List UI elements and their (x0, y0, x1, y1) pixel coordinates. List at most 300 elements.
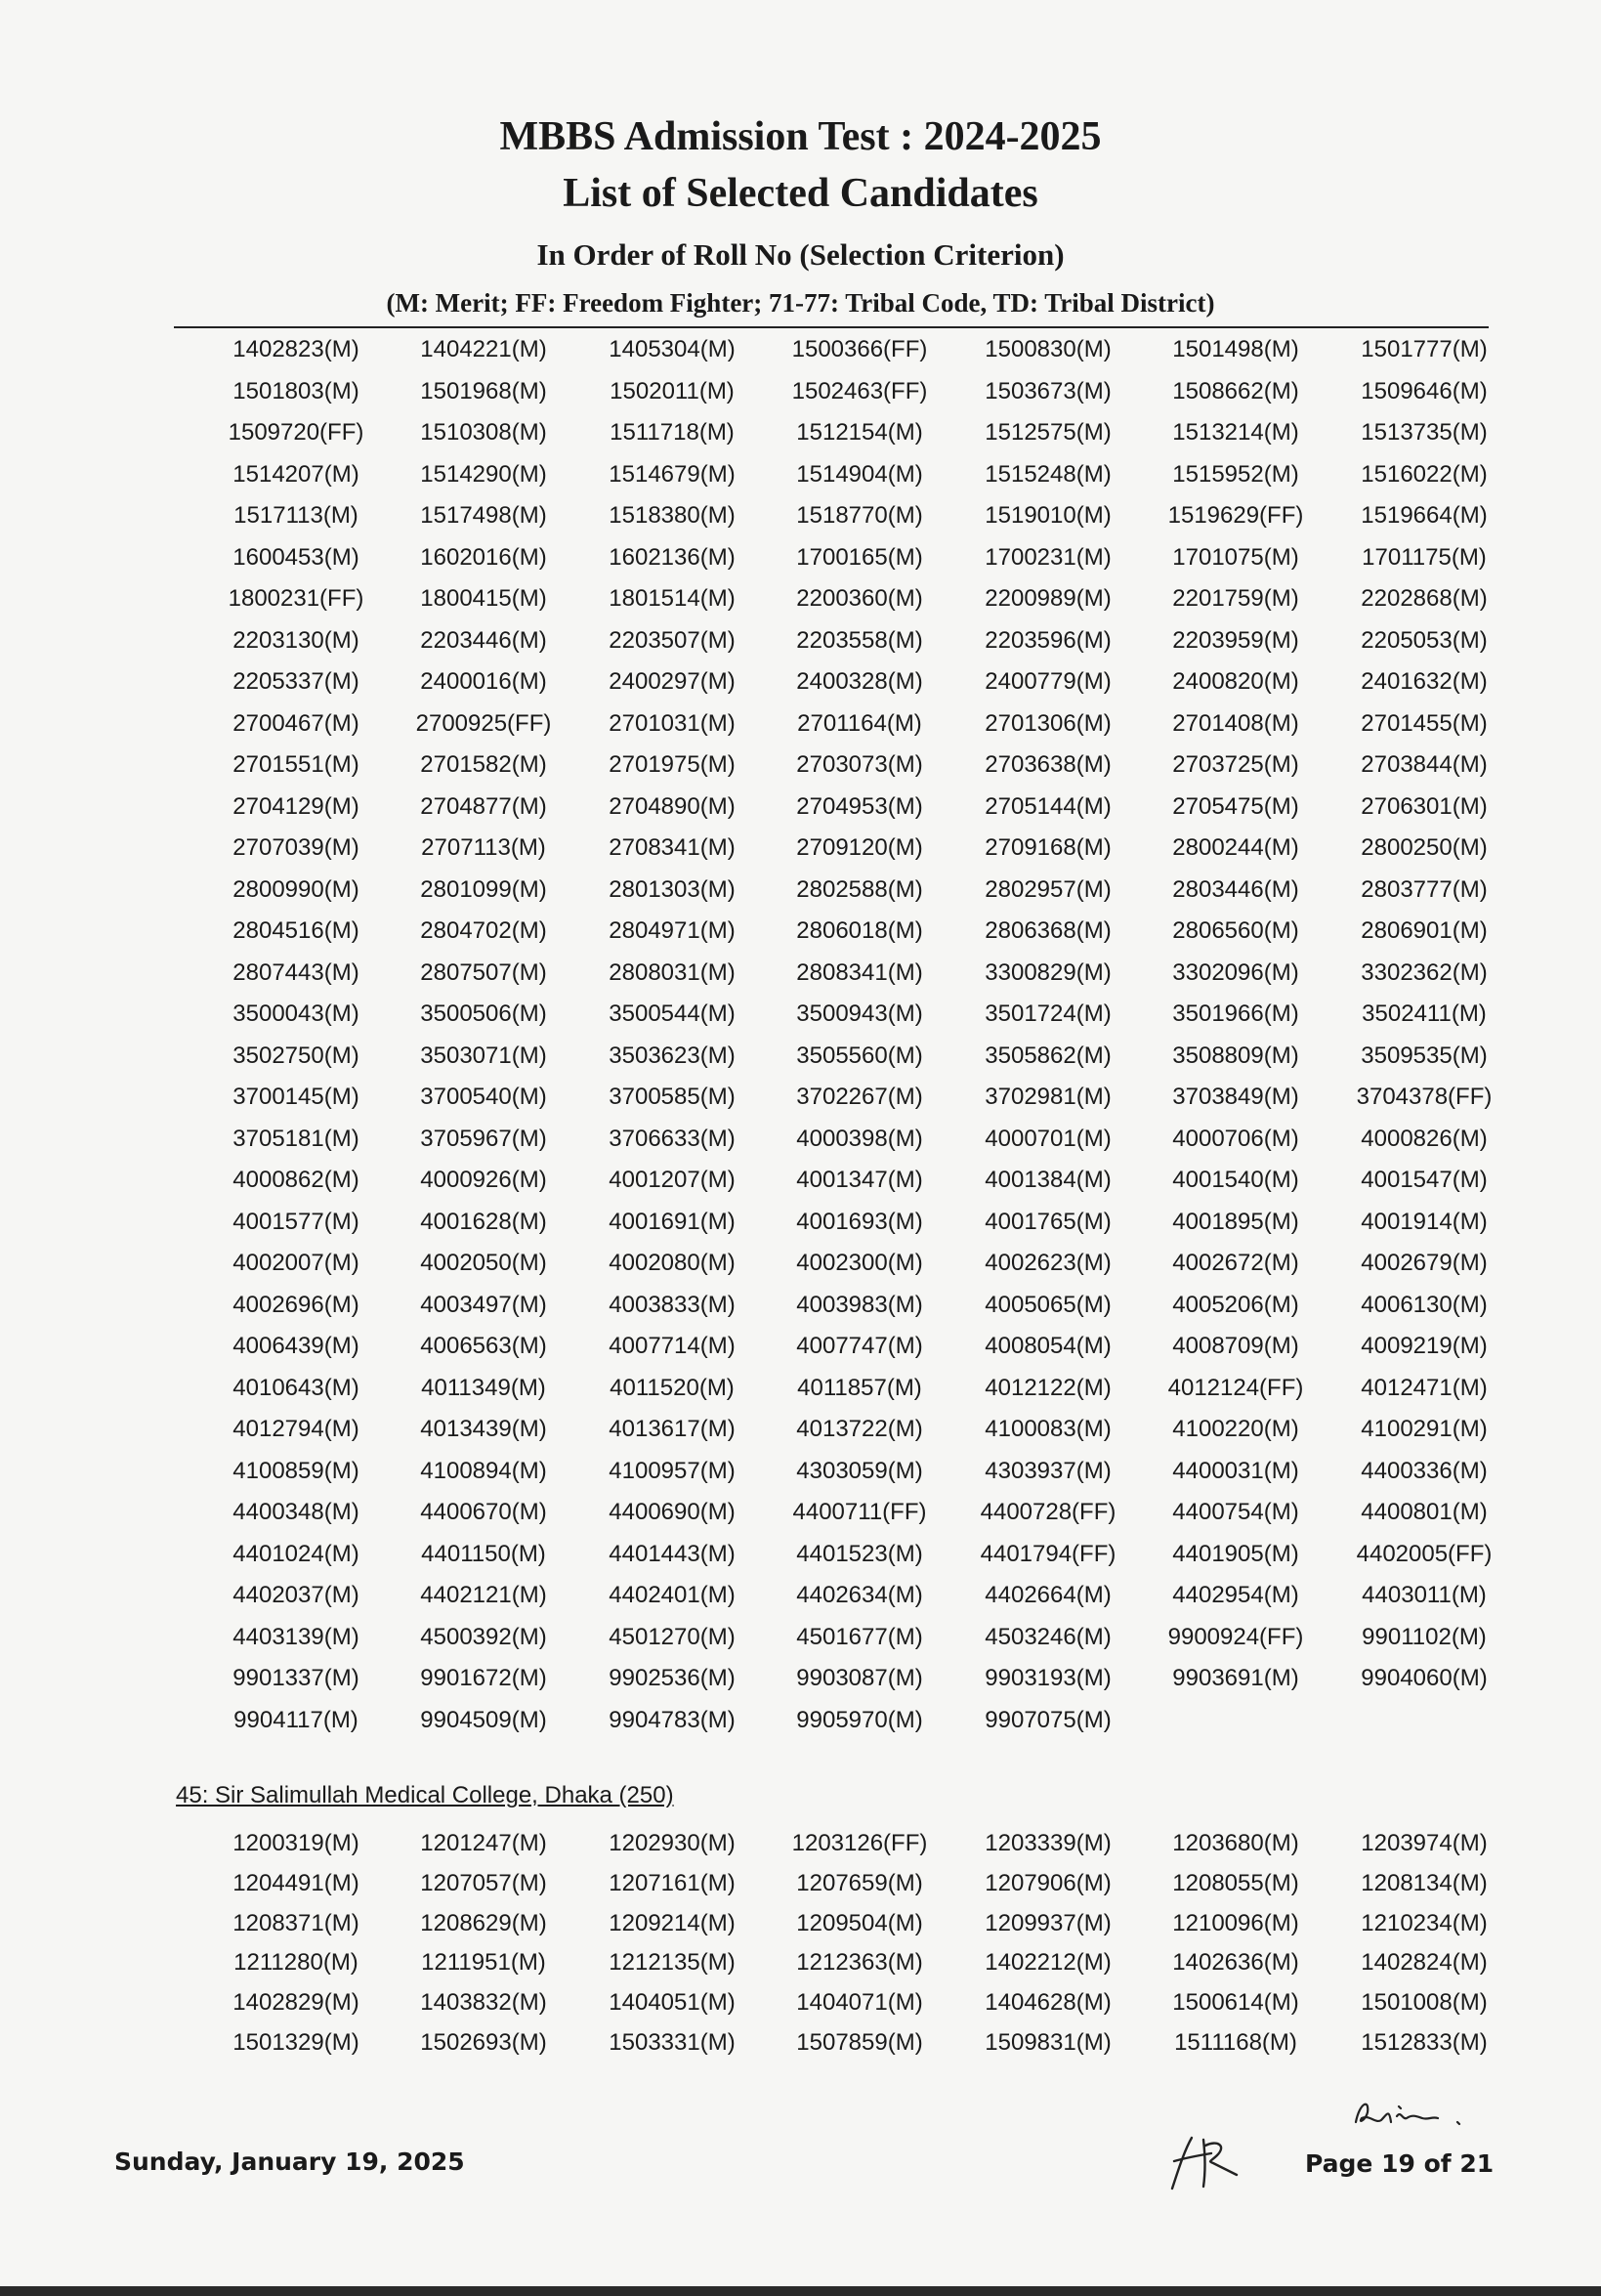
roll-number: 3500943(M) (796, 1000, 923, 1027)
roll-number: 4100894(M) (420, 1457, 547, 1484)
roll-number: 2804516(M) (232, 917, 359, 944)
roll-number: 2400779(M) (985, 668, 1112, 695)
roll-number: 4401150(M) (421, 1540, 546, 1567)
roll-number: 4501677(M) (796, 1623, 923, 1650)
roll-number: 1509646(M) (1361, 377, 1488, 404)
roll-number: 2202868(M) (1361, 585, 1488, 612)
roll-number: 2400297(M) (609, 668, 736, 695)
roll-number: 4400754(M) (1172, 1499, 1299, 1525)
roll-number: 1701075(M) (1172, 543, 1299, 571)
roll-number: 2203507(M) (609, 626, 736, 654)
roll-number: 1513735(M) (1361, 419, 1488, 446)
roll-number: 4001628(M) (420, 1208, 547, 1235)
roll-number: 9904509(M) (420, 1706, 547, 1733)
roll-number: 4001914(M) (1361, 1208, 1488, 1235)
roll-number: 2807443(M) (232, 958, 359, 986)
roll-number: 9905970(M) (796, 1706, 923, 1733)
roll-number: 1519010(M) (985, 502, 1112, 529)
roll-number: 3508809(M) (1172, 1042, 1299, 1069)
roll-number: 4002679(M) (1361, 1250, 1488, 1276)
roll-number: 3300829(M) (985, 958, 1112, 986)
roll-number: 1501777(M) (1361, 336, 1488, 362)
roll-number: 2806560(M) (1172, 917, 1299, 944)
roll-number: 3505560(M) (796, 1042, 923, 1069)
roll-number: 2704129(M) (232, 792, 359, 820)
roll-number: 3503623(M) (609, 1042, 736, 1069)
roll-number: 1208134(M) (1361, 1869, 1488, 1896)
roll-number: 1515952(M) (1172, 460, 1299, 488)
roll-number: 4401024(M) (232, 1540, 359, 1567)
table-row (0, 1830, 1601, 1869)
roll-number: 1203680(M) (1172, 1830, 1299, 1856)
roll-number: 1501968(M) (420, 377, 547, 404)
roll-number: 2804971(M) (609, 917, 736, 944)
roll-number: 1405304(M) (609, 336, 736, 362)
roll-number: 4002623(M) (985, 1250, 1112, 1276)
roll-number: 1212363(M) (796, 1949, 923, 1977)
table-row (0, 1167, 1601, 1206)
roll-number: 4007747(M) (796, 1333, 923, 1359)
roll-number: 1514904(M) (796, 460, 923, 488)
roll-number: 1500830(M) (985, 336, 1112, 362)
roll-number: 2201759(M) (1172, 585, 1299, 612)
table-row (0, 544, 1601, 583)
college-heading: 45: Sir Salimullah Medical College, Dhaka (250) (176, 1782, 674, 1808)
table-row (0, 1416, 1601, 1455)
roll-number: 3509535(M) (1361, 1042, 1488, 1069)
table-row (0, 627, 1601, 666)
roll-number: 4402037(M) (232, 1582, 359, 1608)
roll-number: 4011520(M) (610, 1374, 735, 1401)
roll-number: 2203959(M) (1172, 626, 1299, 654)
roll-number: 4402401(M) (609, 1582, 736, 1608)
roll-number: 9907075(M) (985, 1706, 1112, 1733)
roll-number: 1203126(FF) (791, 1830, 928, 1856)
roll-number: 4100220(M) (1172, 1416, 1299, 1442)
roll-number: 1210096(M) (1172, 1909, 1299, 1936)
roll-number: 1800415(M) (420, 585, 547, 612)
roll-number: 1403832(M) (420, 1989, 547, 2017)
roll-number: 9902536(M) (609, 1665, 736, 1691)
roll-number: 2205337(M) (232, 668, 359, 695)
roll-number: 1210234(M) (1361, 1909, 1488, 1936)
table-row (0, 1042, 1601, 1082)
roll-number: 1207057(M) (420, 1869, 547, 1896)
roll-number: 2807507(M) (420, 958, 547, 986)
roll-number: 4400801(M) (1361, 1499, 1488, 1525)
table-row (0, 917, 1601, 957)
roll-number: 1209937(M) (985, 1909, 1112, 1936)
roll-number: 1503331(M) (609, 2029, 736, 2056)
table-row (0, 710, 1601, 749)
roll-number: 1514679(M) (609, 460, 736, 488)
roll-number: 2801099(M) (420, 875, 547, 903)
roll-number: 2701031(M) (609, 709, 736, 737)
roll-number: 4100957(M) (609, 1457, 736, 1484)
roll-number: 4000862(M) (232, 1167, 359, 1193)
roll-number: 4000706(M) (1172, 1125, 1299, 1152)
roll-number: 3705967(M) (420, 1125, 547, 1152)
header-divider (174, 326, 1489, 328)
roll-number: 1501329(M) (232, 2029, 359, 2056)
roll-number: 2200360(M) (796, 585, 923, 612)
table-row (0, 585, 1601, 624)
roll-number: 4005065(M) (985, 1291, 1112, 1318)
roll-number: 4002050(M) (420, 1250, 547, 1276)
roll-number: 4000826(M) (1361, 1125, 1488, 1152)
roll-number: 2203130(M) (232, 626, 359, 654)
roll-number: 1207906(M) (985, 1869, 1112, 1896)
roll-number: 4006563(M) (420, 1333, 547, 1359)
roll-number: 1501803(M) (232, 377, 359, 404)
table-row (0, 1989, 1601, 2028)
roll-number: 2802588(M) (796, 875, 923, 903)
roll-number: 4303059(M) (796, 1457, 923, 1484)
roll-number: 4000701(M) (985, 1125, 1112, 1152)
roll-number: 2203596(M) (985, 626, 1112, 654)
roll-number: 2803777(M) (1361, 875, 1488, 903)
roll-number: 2708341(M) (609, 834, 736, 861)
roll-number: 1208629(M) (420, 1909, 547, 1936)
roll-number: 1211280(M) (233, 1949, 358, 1977)
roll-number: 2704877(M) (420, 792, 547, 820)
roll-number: 1700231(M) (985, 543, 1112, 571)
roll-number: 3302362(M) (1361, 958, 1488, 986)
roll-number: 1701175(M) (1362, 543, 1487, 571)
roll-number: 1208371(M) (232, 1909, 359, 1936)
initials-signature (1153, 2128, 1260, 2196)
roll-number: 1501008(M) (1361, 1989, 1488, 2017)
roll-number: 3700585(M) (609, 1084, 736, 1110)
roll-number: 2700925(FF) (415, 709, 552, 737)
roll-number: 1509831(M) (985, 2029, 1112, 2056)
roll-number: 4001765(M) (985, 1208, 1112, 1235)
roll-number: 4001384(M) (985, 1167, 1112, 1193)
table-row (0, 1333, 1601, 1372)
roll-number: 4012122(M) (985, 1374, 1112, 1401)
table-row (0, 1910, 1601, 1949)
roll-number: 9903193(M) (985, 1665, 1112, 1691)
roll-number: 3706633(M) (609, 1125, 736, 1152)
table-row (0, 1541, 1601, 1580)
table-row (0, 1126, 1601, 1165)
roll-number: 4402005(FF) (1356, 1540, 1493, 1567)
roll-number: 2806901(M) (1361, 917, 1488, 944)
roll-number: 2709168(M) (985, 834, 1112, 861)
roll-number: 9904060(M) (1361, 1665, 1488, 1691)
table-row (0, 834, 1601, 873)
roll-number: 3702267(M) (796, 1084, 923, 1110)
roll-number: 1209504(M) (796, 1909, 923, 1936)
roll-number: 2701455(M) (1361, 709, 1488, 737)
roll-number: 4401794(FF) (980, 1540, 1116, 1567)
roll-number: 1509720(FF) (228, 419, 364, 446)
roll-number: 4010643(M) (232, 1374, 359, 1401)
roll-number: 2707039(M) (232, 834, 359, 861)
roll-number: 4400348(M) (232, 1499, 359, 1525)
roll-number: 3505862(M) (985, 1042, 1112, 1069)
table-row (0, 1458, 1601, 1497)
table-row (0, 2029, 1601, 2068)
roll-number: 9901672(M) (420, 1665, 547, 1691)
roll-number: 1602016(M) (420, 543, 547, 571)
table-row (0, 461, 1601, 500)
table-row (0, 1949, 1601, 1988)
roll-number: 4000926(M) (420, 1167, 547, 1193)
roll-number: 1212135(M) (609, 1949, 736, 1977)
table-row (0, 1582, 1601, 1621)
roll-number: 4002672(M) (1172, 1250, 1299, 1276)
table-row (0, 876, 1601, 915)
roll-number: 2704953(M) (796, 792, 923, 820)
roll-number: 4100083(M) (985, 1416, 1112, 1442)
roll-number: 1518380(M) (609, 502, 736, 529)
roll-number: 1517113(M) (233, 502, 358, 529)
roll-number: 2401632(M) (1361, 668, 1488, 695)
table-row (0, 959, 1601, 999)
roll-number: 3500544(M) (609, 1000, 736, 1027)
roll-number: 1200319(M) (232, 1830, 359, 1856)
roll-number: 9900924(FF) (1167, 1623, 1304, 1650)
roll-number: 2701975(M) (609, 751, 736, 778)
roll-number: 4401905(M) (1172, 1540, 1299, 1567)
roll-number: 3704378(FF) (1356, 1084, 1493, 1110)
table-row (0, 1665, 1601, 1704)
document-subtitle: List of Selected Candidates (563, 171, 1038, 216)
roll-number: 4503246(M) (985, 1623, 1112, 1650)
roll-number: 1402823(M) (232, 336, 359, 362)
roll-number: 1402829(M) (232, 1989, 359, 2017)
table-row (0, 1000, 1601, 1040)
roll-number: 4402634(M) (796, 1582, 923, 1608)
roll-number: 4100859(M) (232, 1457, 359, 1484)
roll-number: 2808031(M) (609, 958, 736, 986)
roll-number: 1404628(M) (985, 1989, 1112, 2017)
roll-number: 4402954(M) (1172, 1582, 1299, 1608)
roll-number: 4003833(M) (609, 1291, 736, 1318)
roll-number: 1514207(M) (232, 460, 359, 488)
roll-number: 1518770(M) (796, 502, 923, 529)
roll-number: 1202930(M) (609, 1830, 736, 1856)
roll-number: 1700165(M) (796, 543, 923, 571)
document-title: MBBS Admission Test : 2024-2025 (499, 114, 1102, 159)
roll-number: 3500506(M) (420, 1000, 547, 1027)
roll-number: 2400016(M) (420, 668, 547, 695)
table-row (0, 793, 1601, 832)
roll-number: 1514290(M) (420, 460, 547, 488)
roll-number: 2701306(M) (985, 709, 1112, 737)
roll-number: 4002300(M) (796, 1250, 923, 1276)
roll-number: 4009219(M) (1361, 1333, 1488, 1359)
roll-number: 2804702(M) (420, 917, 547, 944)
roll-number: 1510308(M) (420, 419, 547, 446)
roll-number: 1503673(M) (985, 377, 1112, 404)
table-row (0, 1624, 1601, 1663)
roll-number: 2703844(M) (1361, 751, 1488, 778)
roll-number: 4400031(M) (1172, 1457, 1299, 1484)
roll-number: 1204491(M) (232, 1869, 359, 1896)
roll-number: 1207161(M) (609, 1869, 736, 1896)
table-row (0, 1375, 1601, 1414)
roll-number: 3501966(M) (1172, 1000, 1299, 1027)
roll-number: 1507859(M) (796, 2029, 923, 2056)
roll-number: 1515248(M) (985, 460, 1112, 488)
signature-mark (1348, 2089, 1485, 2138)
roll-number: 4402121(M) (420, 1582, 547, 1608)
roll-number: 3700145(M) (232, 1084, 359, 1110)
roll-number: 4001691(M) (609, 1208, 736, 1235)
table-row (0, 1250, 1601, 1289)
roll-number: 4001577(M) (232, 1208, 359, 1235)
roll-number: 9904783(M) (609, 1706, 736, 1733)
roll-number: 2800244(M) (1172, 834, 1299, 861)
roll-number: 1404221(M) (420, 336, 547, 362)
table-row (0, 1870, 1601, 1909)
roll-number: 4401443(M) (609, 1540, 736, 1567)
roll-number: 4403139(M) (232, 1623, 359, 1650)
roll-number: 4500392(M) (420, 1623, 547, 1650)
roll-number: 4007714(M) (609, 1333, 736, 1359)
roll-number: 2704890(M) (609, 792, 736, 820)
roll-number: 2400328(M) (796, 668, 923, 695)
table-row (0, 751, 1601, 790)
roll-number: 1502011(M) (610, 377, 735, 404)
roll-number: 4303937(M) (985, 1457, 1112, 1484)
roll-number: 2800250(M) (1361, 834, 1488, 861)
roll-number: 2806368(M) (985, 917, 1112, 944)
roll-number: 2701164(M) (797, 709, 922, 737)
footer-date: Sunday, January 19, 2025 (114, 2147, 465, 2176)
roll-number: 4403011(M) (1362, 1582, 1487, 1608)
roll-number: 2803446(M) (1172, 875, 1299, 903)
roll-number: 4002080(M) (609, 1250, 736, 1276)
roll-number: 4002696(M) (232, 1291, 359, 1318)
roll-number: 1500614(M) (1172, 1989, 1299, 2017)
roll-number: 9904117(M) (233, 1706, 358, 1733)
roll-number: 3502750(M) (232, 1042, 359, 1069)
roll-number: 1502463(FF) (791, 377, 928, 404)
roll-number: 2706301(M) (1361, 792, 1488, 820)
roll-number: 2701582(M) (420, 751, 547, 778)
roll-number: 3700540(M) (420, 1084, 547, 1110)
roll-number: 2703725(M) (1172, 751, 1299, 778)
roll-number: 4013439(M) (420, 1416, 547, 1442)
roll-number: 1402824(M) (1361, 1949, 1488, 1977)
roll-number: 1516022(M) (1361, 460, 1488, 488)
roll-number: 4001347(M) (796, 1167, 923, 1193)
table-row (0, 378, 1601, 417)
roll-number: 4012471(M) (1361, 1374, 1488, 1401)
roll-number: 1511718(M) (610, 419, 735, 446)
roll-number: 2701408(M) (1172, 709, 1299, 737)
roll-number: 1208055(M) (1172, 1869, 1299, 1896)
page-number: Page 19 of 21 (1305, 2149, 1495, 2178)
roll-number: 1201247(M) (420, 1830, 547, 1856)
roll-number: 4002007(M) (232, 1250, 359, 1276)
roll-number: 3501724(M) (985, 1000, 1112, 1027)
roll-number: 4401523(M) (796, 1540, 923, 1567)
roll-number: 1801514(M) (609, 585, 736, 612)
table-row (0, 1292, 1601, 1331)
roll-number: 2709120(M) (796, 834, 923, 861)
table-row (0, 502, 1601, 541)
roll-number: 4001540(M) (1172, 1167, 1299, 1193)
table-row (0, 1209, 1601, 1248)
roll-number: 1519664(M) (1361, 502, 1488, 529)
roll-number: 1501498(M) (1172, 336, 1299, 362)
roll-number: 1402636(M) (1172, 1949, 1299, 1977)
roll-number: 2800990(M) (232, 875, 359, 903)
roll-number: 1404071(M) (796, 1989, 923, 2017)
roll-number: 3302096(M) (1172, 958, 1299, 986)
order-criterion: In Order of Roll No (Selection Criterion) (536, 237, 1065, 272)
roll-number: 1800231(FF) (228, 585, 364, 612)
roll-number: 4013617(M) (609, 1416, 736, 1442)
roll-number: 4001895(M) (1172, 1208, 1299, 1235)
quota-legend: (M: Merit; FF: Freedom Fighter; 71-77: Tribal Code, TD: Tribal District) (386, 288, 1215, 318)
roll-number: 2200989(M) (985, 585, 1112, 612)
table-row (0, 336, 1601, 375)
roll-number: 3503071(M) (420, 1042, 547, 1069)
roll-number: 2703638(M) (985, 751, 1112, 778)
roll-number: 4001693(M) (796, 1208, 923, 1235)
roll-number: 1211951(M) (421, 1949, 546, 1977)
roll-number: 4011857(M) (797, 1374, 922, 1401)
roll-number: 1402212(M) (985, 1949, 1112, 1977)
roll-number: 1600453(M) (232, 543, 359, 571)
roll-number: 4400336(M) (1361, 1457, 1488, 1484)
table-row (0, 1084, 1601, 1123)
roll-number: 2802957(M) (985, 875, 1112, 903)
roll-number: 2701551(M) (232, 751, 359, 778)
roll-number: 4012794(M) (232, 1416, 359, 1442)
roll-number: 1203974(M) (1361, 1830, 1488, 1856)
roll-number: 1602136(M) (609, 543, 736, 571)
roll-number: 1512575(M) (985, 419, 1112, 446)
roll-number: 2808341(M) (796, 958, 923, 986)
roll-number: 4001547(M) (1361, 1167, 1488, 1193)
roll-number: 1517498(M) (420, 502, 547, 529)
scan-edge (0, 2286, 1601, 2296)
roll-number: 1404051(M) (609, 1989, 736, 2017)
roll-number: 4012124(FF) (1167, 1374, 1304, 1401)
roll-number: 4008709(M) (1172, 1333, 1299, 1359)
table-row (0, 1499, 1601, 1538)
roll-number: 1203339(M) (985, 1830, 1112, 1856)
roll-number: 3502411(M) (1362, 1000, 1487, 1027)
roll-number: 2203446(M) (420, 626, 547, 654)
roll-number: 2705144(M) (985, 792, 1112, 820)
roll-number: 4501270(M) (609, 1623, 736, 1650)
roll-number: 2707113(M) (421, 834, 546, 861)
roll-number: 2400820(M) (1172, 668, 1299, 695)
roll-number: 2703073(M) (796, 751, 923, 778)
roll-number: 1511168(M) (1174, 2029, 1297, 2056)
roll-number: 2705475(M) (1172, 792, 1299, 820)
roll-number: 3705181(M) (232, 1125, 359, 1152)
roll-number: 4008054(M) (985, 1333, 1112, 1359)
roll-number: 4400728(FF) (980, 1499, 1116, 1525)
roll-number: 2205053(M) (1361, 626, 1488, 654)
table-row (0, 419, 1601, 458)
roll-number: 3703849(M) (1172, 1084, 1299, 1110)
table-row (0, 668, 1601, 707)
roll-number: 2806018(M) (796, 917, 923, 944)
roll-number: 4400670(M) (420, 1499, 547, 1525)
roll-number: 1209214(M) (609, 1909, 736, 1936)
roll-number: 2203558(M) (796, 626, 923, 654)
roll-number: 3500043(M) (232, 1000, 359, 1027)
